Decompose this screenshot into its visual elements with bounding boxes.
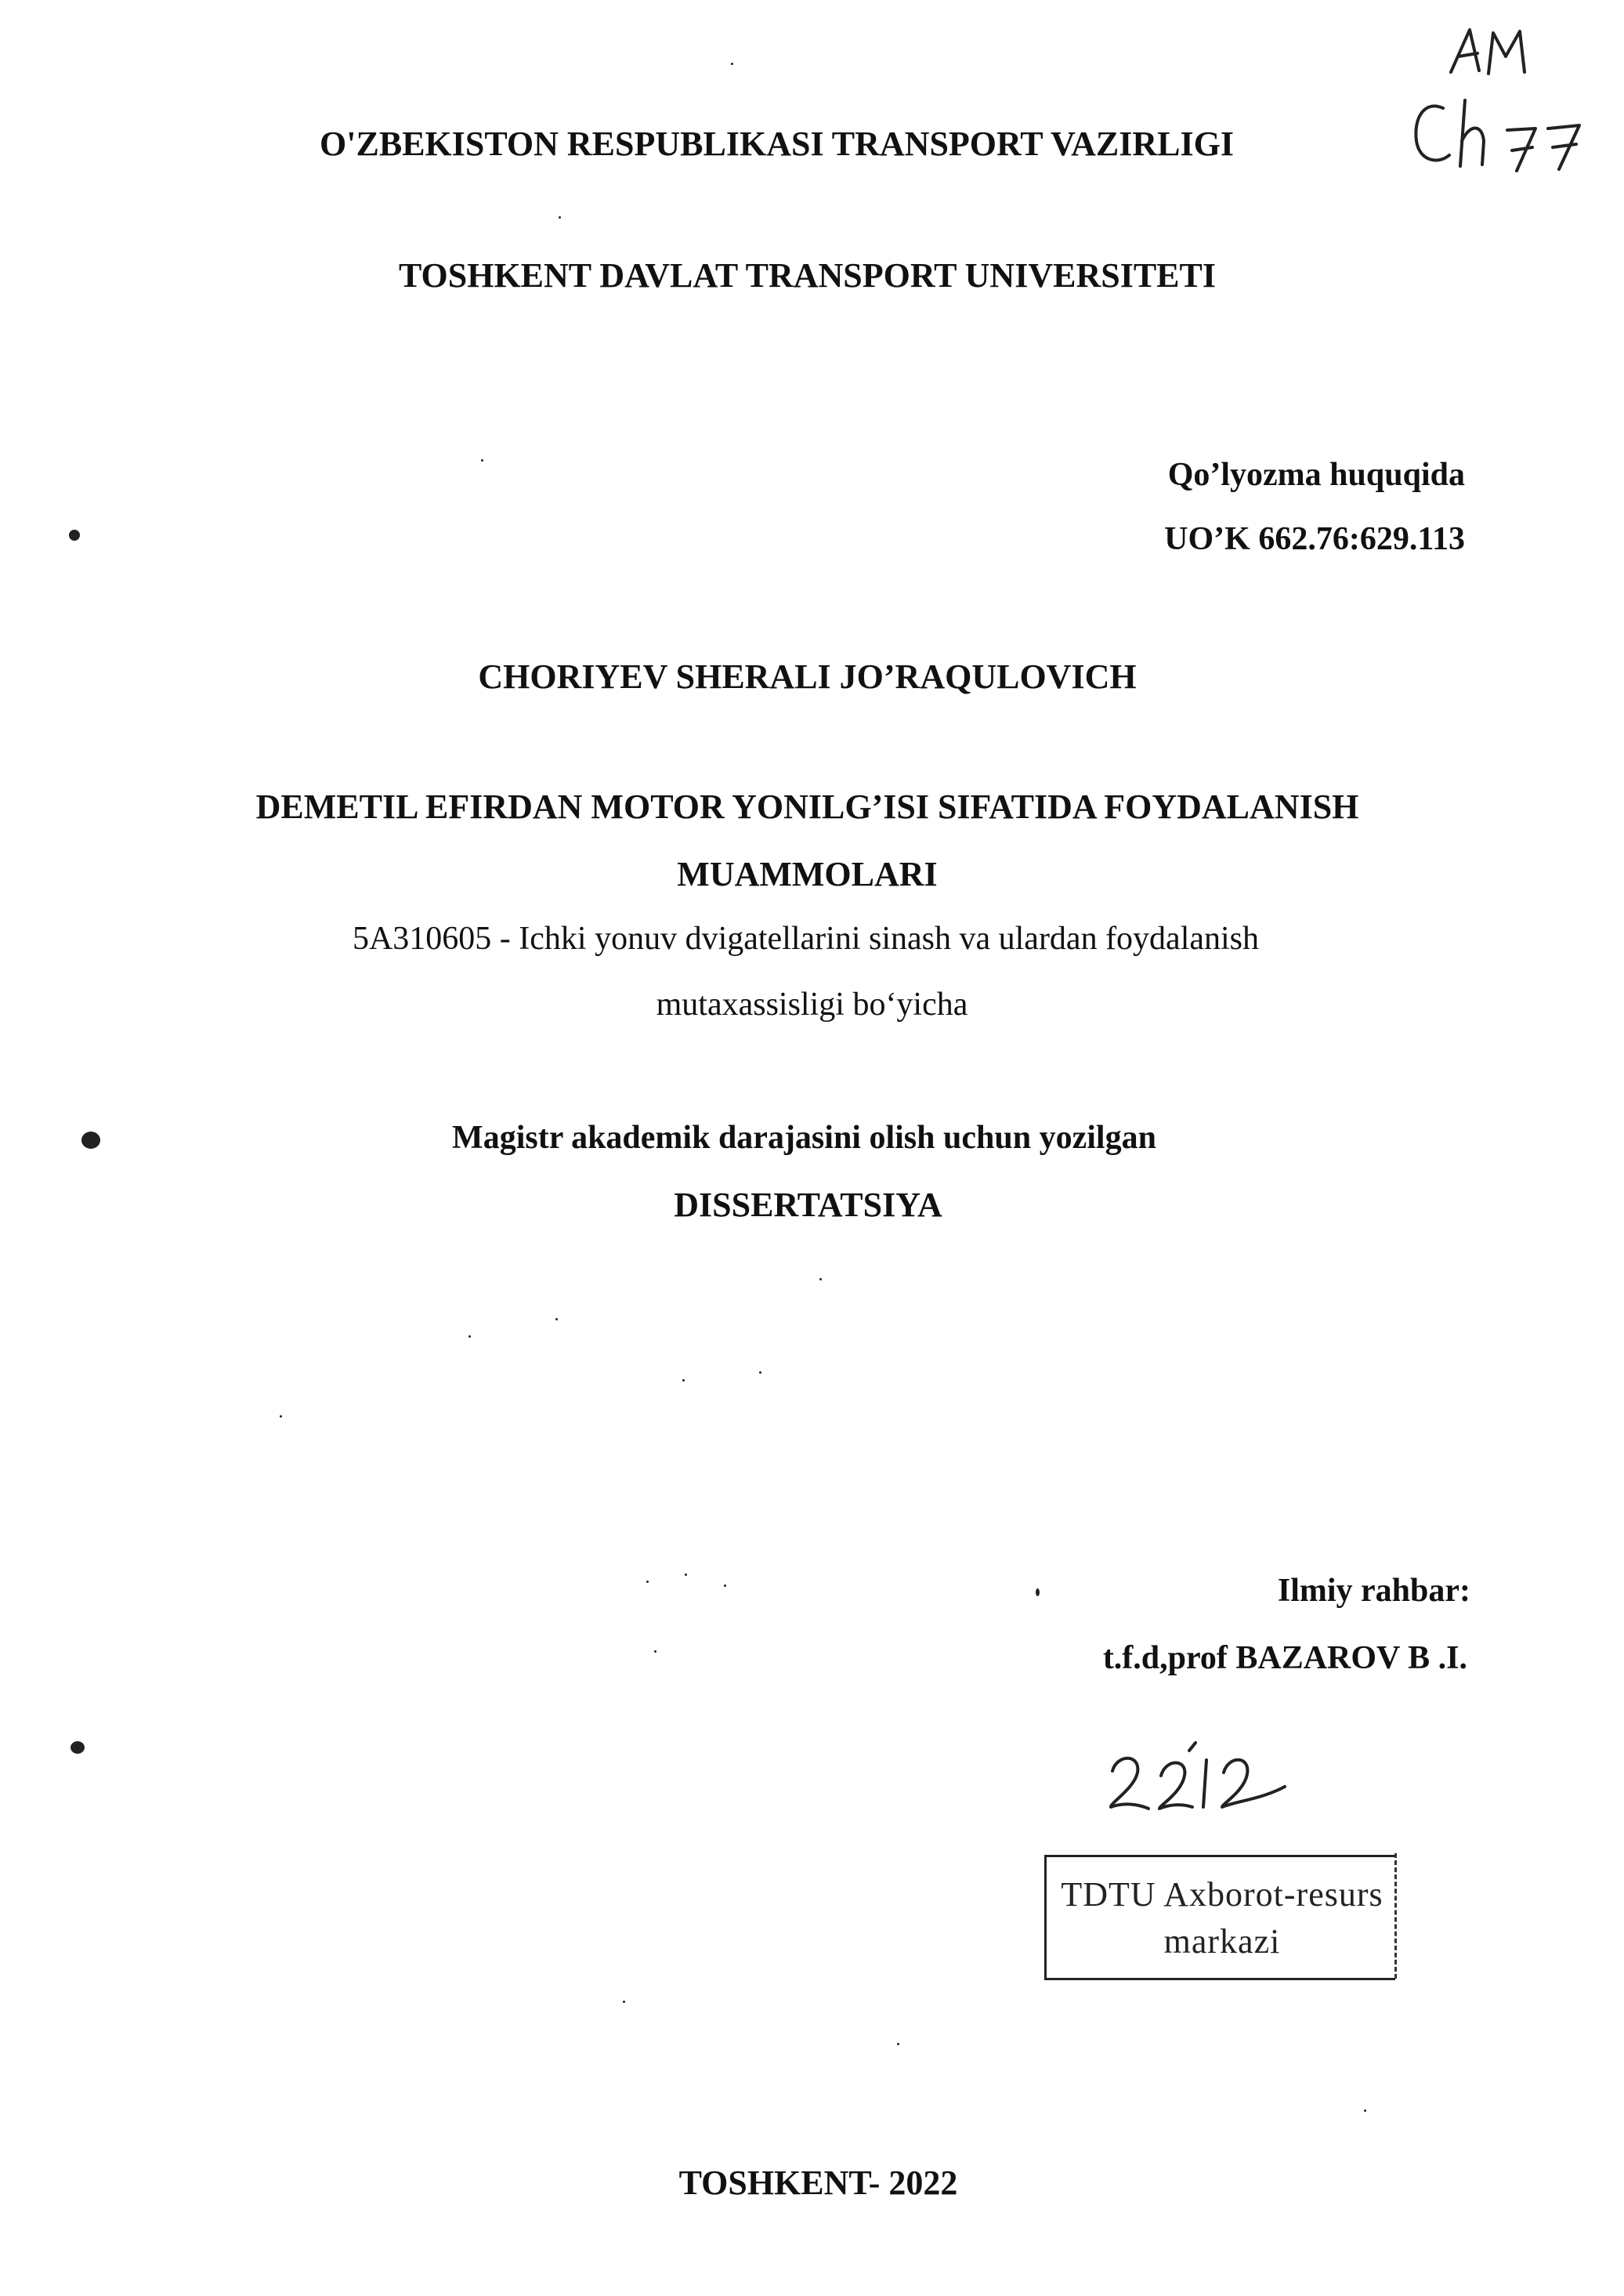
university-heading: TOSHKENT DAVLAT TRANSPORT UNIVERSITETI bbox=[398, 256, 1216, 295]
scan-speck bbox=[1036, 1588, 1040, 1596]
handwritten-number bbox=[1097, 1732, 1300, 1818]
stamp-right-edge bbox=[1392, 1853, 1397, 1979]
manuscript-rights: Qo’lyozma huquqida bbox=[1167, 457, 1465, 493]
scan-speck bbox=[897, 2043, 899, 2045]
scan-speck bbox=[654, 1650, 656, 1653]
thesis-title-line1: DEMETIL EFIRDAN MOTOR YONILG’ISI SIFATIDA FOYDALANISH bbox=[255, 788, 1359, 826]
scan-speck bbox=[481, 459, 483, 462]
scan-speck bbox=[724, 1584, 726, 1587]
scan-speck bbox=[685, 1574, 687, 1576]
degree-line1: Magistr akademik darajasini olish uchun yozilgan bbox=[452, 1120, 1156, 1156]
scan-speck bbox=[559, 216, 561, 219]
supervisor-label: Ilmiy rahbar: bbox=[1277, 1573, 1470, 1609]
scan-speck bbox=[682, 1379, 685, 1382]
specialty-line1: 5A310605 - Ichki yonuv dvigatellarini sinash va ulardan foydalanish bbox=[352, 921, 1260, 957]
scan-speck bbox=[646, 1581, 649, 1583]
scan-speck bbox=[819, 1278, 822, 1280]
scan-speck bbox=[81, 1132, 100, 1149]
scan-speck bbox=[555, 1318, 558, 1320]
scan-speck bbox=[69, 530, 80, 541]
scan-speck bbox=[468, 1335, 471, 1338]
city-year-footer: TOSHKENT- 2022 bbox=[678, 2164, 958, 2202]
scan-speck bbox=[280, 1415, 282, 1418]
ministry-heading: O'ZBEKISTON RESPUBLIKASI TRANSPORT VAZIRLIGI bbox=[320, 125, 1234, 163]
stamp-line2: markazi bbox=[1163, 1922, 1281, 1961]
handwritten-corner-note bbox=[1379, 16, 1614, 172]
scan-speck bbox=[759, 1371, 761, 1374]
supervisor-name: t.f.d,prof BAZAROV B .I. bbox=[1102, 1640, 1467, 1676]
stamp-line1: TDTU Axborot-resurs bbox=[1061, 1875, 1383, 1914]
library-stamp bbox=[1044, 1855, 1395, 1980]
specialty-line2: mutaxassisligi bo‘yicha bbox=[656, 987, 968, 1023]
author-name: CHORIYEV SHERALI JO’RAQULOVICH bbox=[478, 657, 1137, 696]
scan-speck bbox=[623, 2001, 625, 2003]
scan-speck bbox=[71, 1741, 85, 1754]
scan-speck bbox=[1364, 2109, 1366, 2112]
scan-speck bbox=[731, 63, 733, 65]
udc-code: UO’K 662.76:629.113 bbox=[1164, 521, 1465, 557]
thesis-title-line2: MUAMMOLARI bbox=[677, 855, 938, 893]
dissertation-label: DISSERTATSIYA bbox=[674, 1186, 942, 1224]
